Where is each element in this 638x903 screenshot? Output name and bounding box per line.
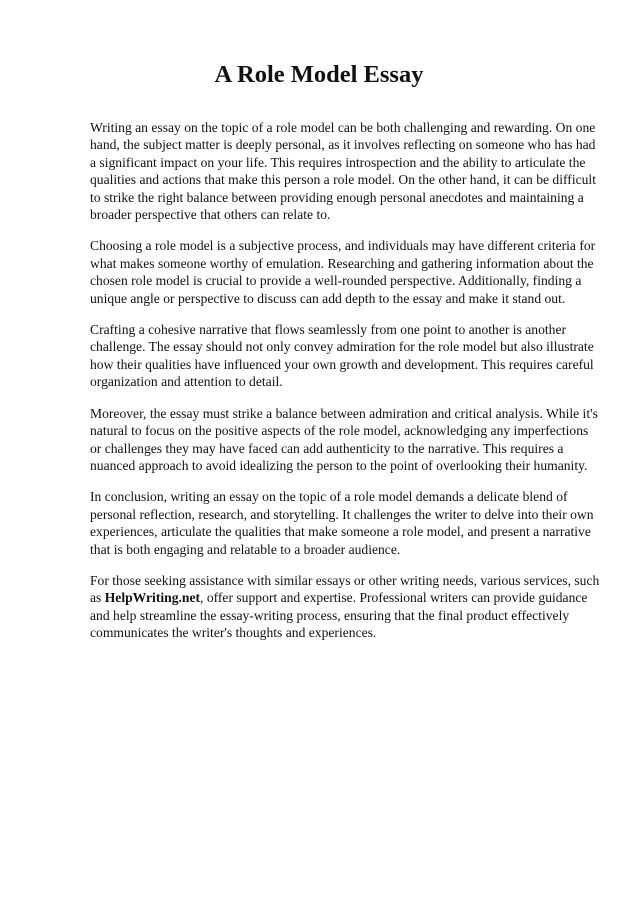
paragraph-5: In conclusion, writing an essay on the topic of a role model demands a delicate blend of personal reflection, research, and storytelling. It challenges the writer to delve into their own experiences, articulate the qualities that make someone a role model, and present a narrative that is both engaging and relatable to a broader audience.	[90, 489, 594, 557]
helpwriting-brand-text: HelpWriting.net	[104, 590, 201, 606]
paragraph-4: Moreover, the essay must strike a balance between admiration and critical analysis. While it's natural to focus on the positive aspects of the role model, acknowledging any imperfections or challenges they may have faced can add authenticity to the narrative. This requires a nuanced approach to avoid idealizing the person to the point of overlooking their humanity.	[90, 405, 598, 473]
paragraph-3: Crafting a cohesive narrative that flows seamlessly from one point to another is another challenge. The essay should not only convey admiration for the role model but also illustrate how their qualities have influenced your own growth and development. This requires careful organization and attention to detail.	[90, 322, 594, 390]
document-title: A Role Model Essay	[214, 61, 424, 88]
paragraph-6-after-brand: , offer support and expertise. Professional writers can provide guidance and help streamline the essay-writing process, ensuring that the final product effectively communicates the writer's thoughts and experiences.	[90, 590, 588, 641]
paragraph-6-before-brand: For those seeking assistance with similar essays or other writing needs, various services, such as	[90, 572, 600, 606]
paragraph-2: Choosing a role model is a subjective process, and individuals may have different criteria for what makes someone worthy of emulation. Researching and gathering information about the chosen role model is crucial to provide a well-rounded perspective. Additionally, finding a unique angle or perspective to discuss can add depth to the essay and make it stand out.	[90, 238, 596, 306]
paragraph-6	[90, 572, 602, 642]
document-body	[90, 119, 602, 642]
paragraph-1: Writing an essay on the topic of a role model can be both challenging and rewarding. On one hand, the subject matter is deeply personal, as it involves reflecting on someone who has had a significant impact on your life. This requires introspection and the ability to articulate the qualities and actions that make this person a role model. On the other hand, it can be difficult to strike the right balance between providing enough personal anecdotes and maintaining a broader perspective that others can relate to.	[90, 120, 596, 223]
